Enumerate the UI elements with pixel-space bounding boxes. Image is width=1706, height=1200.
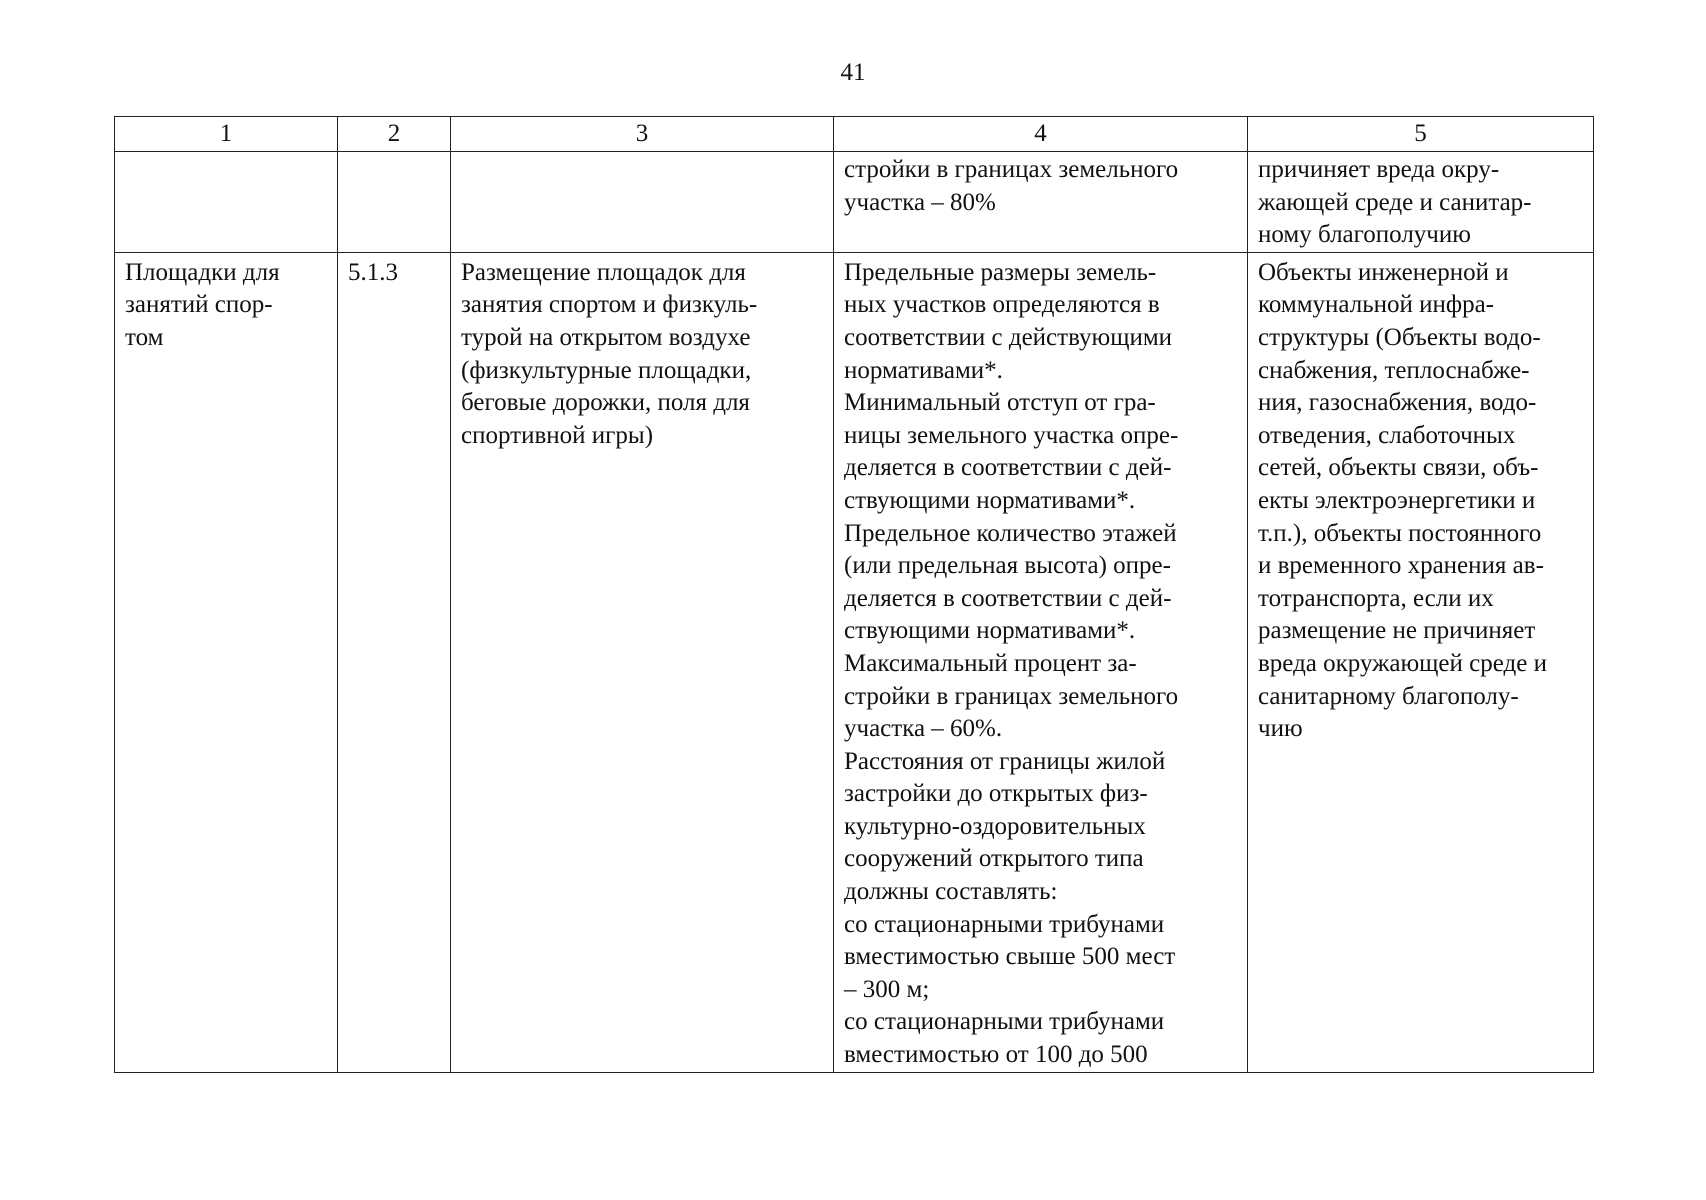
header-col-1: 1 [115,117,338,152]
land-use-table [114,116,1594,1073]
cell-allowed-objects [1248,252,1594,1072]
cell-description [451,152,834,253]
cell-text: причиняет вреда окру- жающей среде и санитар- ному благополучию [1258,156,1532,249]
cell-name [115,152,338,253]
cell-parameters [834,152,1248,253]
cell-text: стройки в границах земельного участка – 80% [844,156,1179,216]
cell-text: Площадки для занятий спор- том [125,258,280,351]
cell-text: Объекты инженерной и коммунальной инфра- структуры (Объекты водо- снабжения, теплоснабже- ния, газоснабжения, водо- отведения, слаботочных сетей, объекты связи, объ- екты электроэнергетики и т.п.), объекты постоянного и временного хранения ав- тотранспорта, если их размещение не причиняет вреда окружающей среде и санитарному благополу- чию [1258,258,1547,743]
header-col-4: 4 [834,117,1248,152]
cell-allowed-objects [1248,152,1594,253]
cell-code [338,252,451,1072]
cell-description [451,252,834,1072]
page-number: 41 [840,59,866,86]
cell-code [338,152,451,253]
table-row-sport-grounds [115,252,1594,1072]
table-row-continuation [115,152,1594,253]
cell-text: Размещение площадок для занятия спортом и физкуль- турой на открытом воздухе (физкультурные площадки, беговые дорожки, поля для спортивной игры) [461,258,758,449]
header-col-5: 5 [1248,117,1594,152]
header-col-2: 2 [338,117,451,152]
header-col-3: 3 [451,117,834,152]
cell-name [115,252,338,1072]
header-row [115,117,1594,152]
cell-text: 5.1.3 [348,258,398,286]
cell-text: Предельные размеры земель- ных участков определяются в соответствии с действующими нормативами*. Минимальный отступ от гра- ницы земельного участка опре- деляется в соответствии с дей- ствующими нормативами*. Предельное количество этажей (или предельная высота) опре- деляется в соответствии с дей- ствующими нормативами*. Максимальный процент за- стройки в границах земельного участка – 60%. Расстояния от границы жилой застройки до открытых физ- культурно-оздоровительных сооружений открытого типа должны составлять: со стационарными трибунами вместимостью свыше 500 мест – 300 м; со стационарными трибунами вместимостью от 100 до 500 [844,258,1179,1069]
cell-parameters [834,252,1248,1072]
